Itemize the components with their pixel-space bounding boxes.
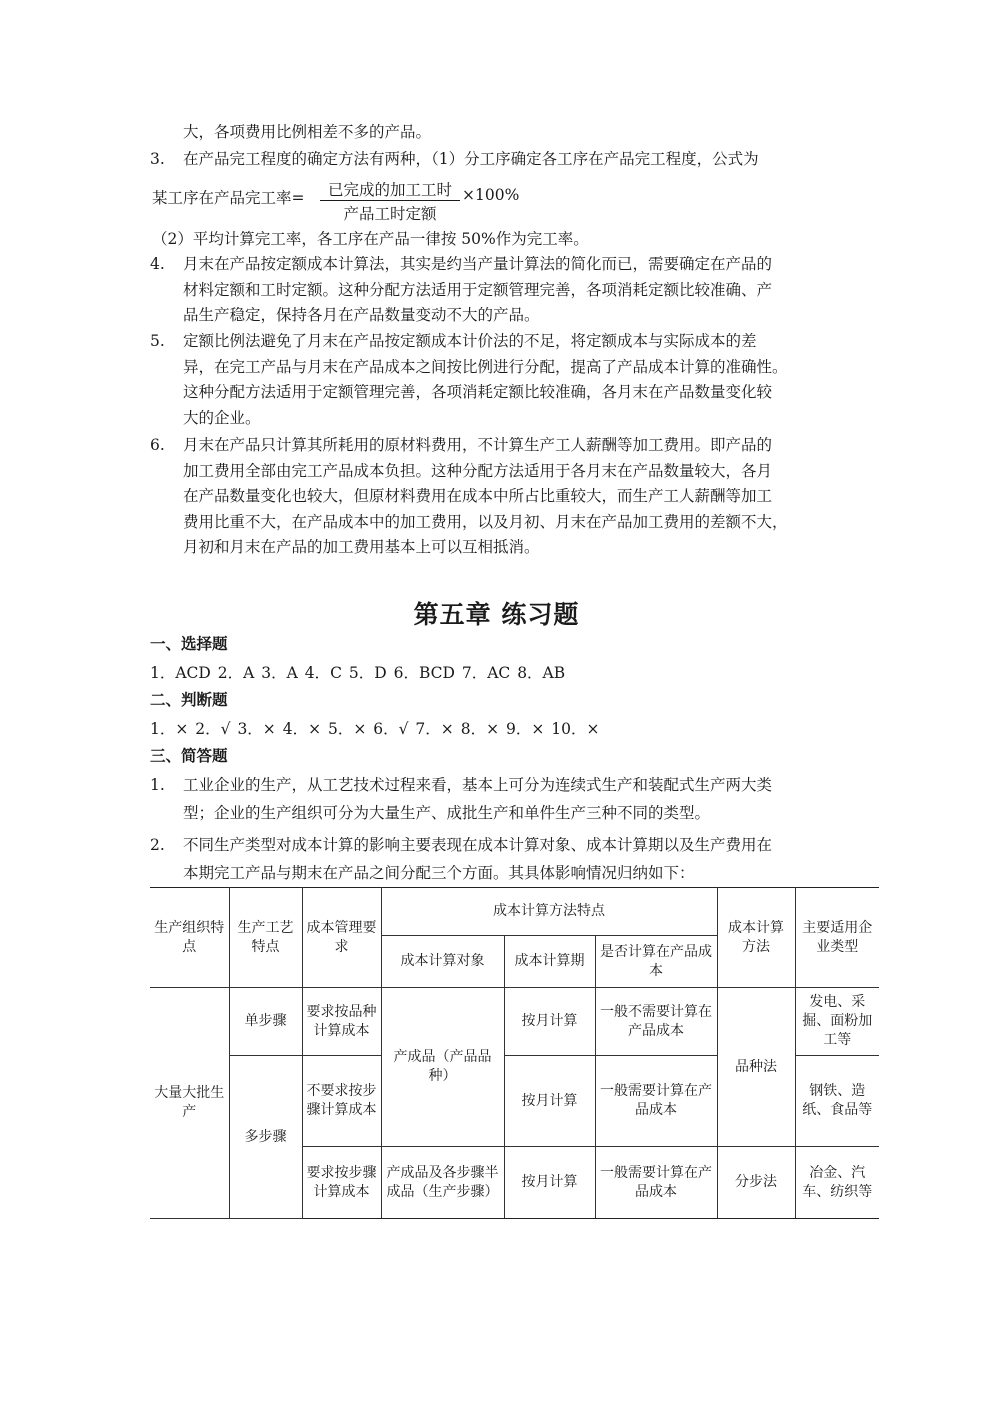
cell-org: 大量大批生产 bbox=[150, 988, 229, 1219]
chapter-title: 第五章 练习题 bbox=[413, 600, 580, 629]
cell-type: 发电、采掘、面粉加工等 bbox=[795, 988, 879, 1056]
text-line: 异，在完工产品与月末在产品成本之间按比例进行分配，提高了产品成本计算的准确性。 bbox=[183, 357, 788, 376]
list-item-5 bbox=[150, 329, 846, 431]
header-proc: 生产工艺特点 bbox=[229, 888, 302, 988]
text-line: 型；企业的生产组织可分为大量生产、成批生产和单件生产三种不同的类型。 bbox=[183, 804, 711, 822]
cell-mgmt: 不要求按步骤计算成本 bbox=[302, 1056, 381, 1147]
header-features: 成本计算方法特点 bbox=[381, 888, 717, 936]
text-line: 月末在产品只计算其所耗用的原材料费用，不计算生产工人薪酬等加工费用。即产品的 bbox=[183, 436, 773, 454]
header-type: 主要适用企业类型 bbox=[795, 888, 879, 988]
text-line: 大的企业。 bbox=[183, 408, 261, 427]
cell-mgmt: 要求按步骤计算成本 bbox=[302, 1147, 381, 1219]
cell-proc: 单步骤 bbox=[229, 988, 302, 1056]
item-number: 3. bbox=[150, 150, 165, 168]
continuation-line: 大，各项费用比例相差不多的产品。 bbox=[183, 123, 432, 141]
list-item-4 bbox=[150, 252, 846, 329]
text-line: 定额比例法避免了月末在产品按定额成本计价法的不足，将定额成本与实际成本的差 bbox=[183, 332, 757, 350]
text-line: 品生产稳定，保持各月在产品数量变动不大的产品。 bbox=[183, 306, 540, 324]
cell-wip: 一般需要计算在产品成本 bbox=[595, 1056, 717, 1147]
item-number: 2. bbox=[150, 836, 165, 854]
text-line: 月初和月末在产品的加工费用基本上可以互相抵消。 bbox=[183, 538, 540, 556]
cell-object: 产成品（产品品种） bbox=[381, 988, 504, 1147]
cell-period: 按月计算 bbox=[504, 1056, 595, 1147]
text-line: 材料定额和工时定额。这种分配方法适用于定额管理完善，各项消耗定额比较准确、产 bbox=[183, 280, 773, 299]
section-short-title: 三、简答题 bbox=[150, 746, 228, 765]
cell-wip: 一般需要计算在产品成本 bbox=[595, 1147, 717, 1219]
text-line: 月末在产品按定额成本计算法，其实是约当产量计算法的简化而已，需要确定在产品的 bbox=[183, 255, 773, 273]
short-answer-2 bbox=[150, 831, 846, 887]
header-wip: 是否计算在产品成本 bbox=[595, 936, 717, 988]
choice-answers: 1．ACD 2．A 3．A 4．C 5．D 6．BCD 7．AC 8．AB bbox=[150, 664, 566, 682]
item3-part2: （2）平均计算完工率，各工序在产品一律按 50%作为完工率。 bbox=[152, 230, 589, 248]
text-line: 工业企业的生产，从工艺技术过程来看，基本上可分为连续式生产和装配式生产两大类 bbox=[183, 776, 773, 794]
header-mgmt: 成本管理要求 bbox=[302, 888, 381, 988]
text-line: 不同生产类型对成本计算的影响主要表现在成本计算对象、成本计算期以及生产费用在 bbox=[183, 836, 773, 854]
cell-method: 分步法 bbox=[717, 1147, 795, 1219]
header-method: 成本计算方法 bbox=[717, 888, 795, 988]
section-judge-title: 二、判断题 bbox=[150, 690, 228, 709]
formula-numerator: 已完成的加工工时 bbox=[327, 181, 452, 199]
item-text: 在产品完工程度的确定方法有两种，（1）分工序确定各工序在产品完工程度，公式为 bbox=[183, 150, 759, 168]
list-item-6 bbox=[150, 433, 846, 561]
cell-type: 冶金、汽车、纺织等 bbox=[795, 1147, 879, 1219]
header-object: 成本计算对象 bbox=[381, 936, 504, 988]
cell-wip: 一般不需要计算在产品成本 bbox=[595, 988, 717, 1056]
header-org: 生产组织特点 bbox=[150, 888, 229, 988]
list-item-3 bbox=[150, 147, 846, 173]
formula-denominator: 产品工时定额 bbox=[343, 205, 437, 223]
text-line: 本期完工产品与期末在产品之间分配三个方面。其具体影响情况归纳如下： bbox=[183, 864, 695, 882]
cell-type: 钢铁、造纸、食品等 bbox=[795, 1056, 879, 1147]
text-line: 这种分配方法适用于定额管理完善，各项消耗定额比较准确，各月末在产品数量变化较 bbox=[183, 383, 773, 401]
short-answer-1 bbox=[150, 771, 846, 827]
formula-lhs: 某工序在产品完工率= bbox=[152, 189, 305, 207]
item-number: 1. bbox=[150, 776, 165, 794]
section-choice-title: 一、选择题 bbox=[150, 634, 228, 653]
item-number: 5. bbox=[150, 332, 165, 350]
item-number: 6. bbox=[150, 436, 165, 454]
table-header-row bbox=[150, 888, 879, 936]
header-period: 成本计算期 bbox=[504, 936, 595, 988]
cell-method: 品种法 bbox=[717, 988, 795, 1147]
cell-object: 产成品及各步骤半成品（生产步骤） bbox=[381, 1147, 504, 1219]
text-line: 加工费用全部由完工产品成本负担。这种分配方法适用于各月末在产品数量较大，各月 bbox=[183, 461, 773, 480]
cell-period: 按月计算 bbox=[504, 988, 595, 1056]
production-type-table bbox=[150, 887, 879, 1219]
judge-answers: 1．× 2．√ 3．× 4．× 5．× 6．√ 7．× 8．× 9．× 10．× bbox=[150, 720, 600, 738]
cell-proc: 多步骤 bbox=[229, 1056, 302, 1219]
text-line: 费用比重不大，在产品成本中的加工费用，以及月初、月末在产品加工费用的差额不大， bbox=[183, 512, 788, 531]
table-row bbox=[150, 988, 879, 1056]
fraction-bar bbox=[320, 200, 460, 201]
formula-rhs: ×100% bbox=[462, 186, 520, 204]
cell-mgmt: 要求按品种计算成本 bbox=[302, 988, 381, 1056]
cell-period: 按月计算 bbox=[504, 1147, 595, 1219]
item-number: 4. bbox=[150, 255, 165, 273]
text-line: 在产品数量变化也较大，但原材料费用在成本中所占比重较大，而生产工人薪酬等加工 bbox=[183, 487, 773, 505]
